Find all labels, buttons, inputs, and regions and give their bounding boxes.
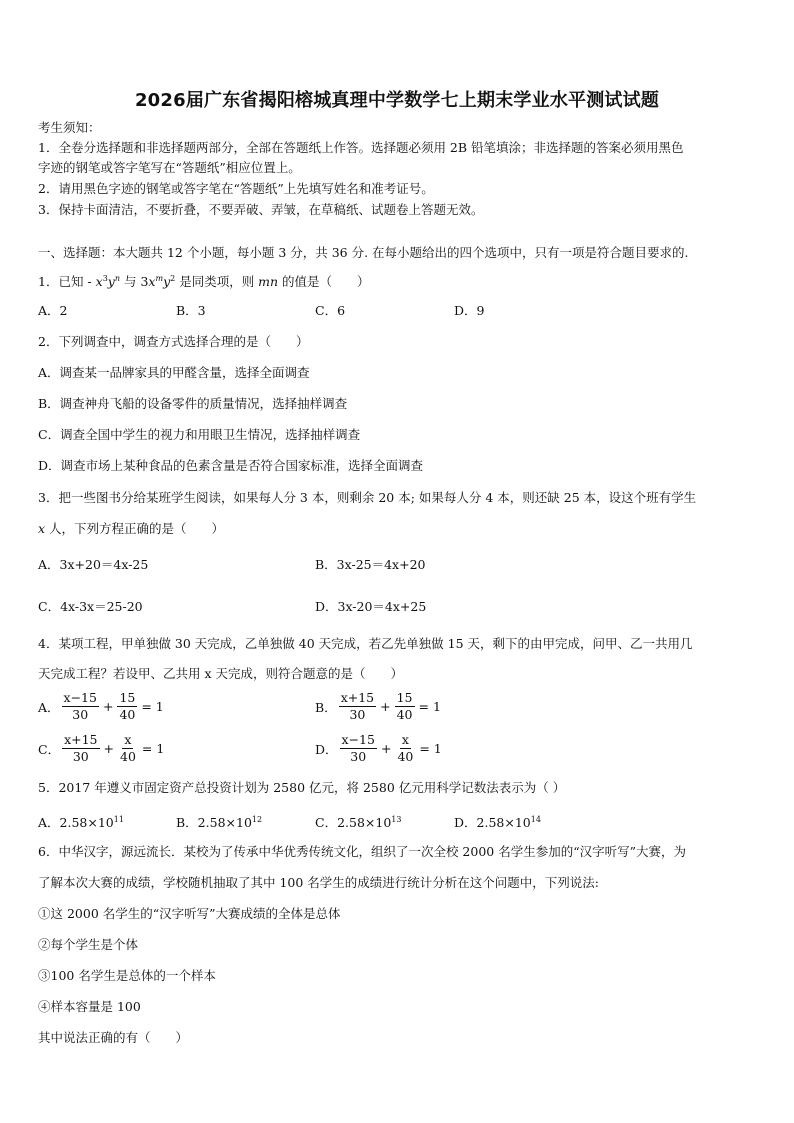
fraction: $\frac{15}{40}$: [396, 690, 413, 722]
notice-item-3: 3．保持卡面清洁，不要折叠，不要弄破、弄皱，在草稿纸、试题卷上答题无效。: [38, 202, 484, 217]
q4-option-a: A． $\frac{x-15}{30}$ + $\frac{15}{40}$ = 1: [38, 690, 164, 722]
fraction: $\frac{x-15}{30}$: [341, 732, 375, 764]
q5-option-b: B．$2.58\times 10^{12}$: [176, 815, 263, 831]
q4-option-d: D． $\frac{x-15}{30}$ + $\frac{x}{40}$ = 1: [315, 732, 442, 764]
q5-option-c: C．$2.58\times 10^{13}$: [315, 815, 402, 831]
q2-option-c: C．调查全国中学生的视力和用眼卫生情况，选择抽样调查: [38, 427, 361, 442]
q2-stem: 2．下列调查中，调查方式选择合理的是（ ）: [38, 334, 309, 349]
q3-stem-b: x 人，下列方程正确的是（ ）: [38, 521, 225, 536]
fraction: $\frac{x+15}{30}$: [64, 732, 98, 764]
section-heading: 一、选择题：本大题共 12 个小题，每小题 3 分，共 36 分. 在每小题给出的四个选项中，只有一项是符合题目要求的.: [38, 245, 689, 260]
q1-option-a: A．2: [38, 303, 68, 318]
q5-option-d: D．$2.58\times 10^{14}$: [454, 815, 541, 831]
q3-option-a: A．3x+20＝4x-25: [38, 557, 149, 572]
q3-stem-a: 3．把一些图书分给某班学生阅读，如果每人分 3 本，则剩余 20 本; 如果每人分 4 本，则还缺 25 本，设这个班有学生: [38, 490, 697, 505]
fraction: $\frac{x}{40}$: [120, 732, 136, 764]
q3-option-d: D．3x-20＝4x+25: [315, 599, 427, 614]
q6-stem-b: 了解本次大赛的成绩，学校随机抽取了其中 100 名学生的成绩进行统计分析在这个问题中，下列说法:: [38, 875, 600, 890]
q3-option-b: B．3x-25＝4x+20: [315, 557, 426, 572]
notice-heading: 考生须知：: [38, 120, 101, 135]
q6-statement-4: ④样本容量是 100: [38, 999, 141, 1014]
q4-option-b: B． $\frac{x+15}{30}$ + $\frac{15}{40}$ = 1: [315, 690, 441, 722]
q1-stem: 1．已知 - $x^3y^n$ 与 $3x^my^2$ 是同类项，则 mn 的值是（ ）: [38, 274, 370, 290]
q6-stem-a: 6．中华汉字，源远流长．某校为了传承中华优秀传统文化，组织了一次全校 2000 名学生参加的“汉字听写”大赛，为: [38, 844, 686, 859]
notice-item-1a: 1．全卷分选择题和非选择题两部分，全部在答题纸上作答。选择题必须用 2B 铅笔填涂；非选择题的答案必须用黑色: [38, 140, 684, 155]
fraction: $\frac{x}{40}$: [397, 732, 414, 764]
notice-item-1b: 字迹的钢笔或答字笔写在“答题纸”相应位置上。: [38, 160, 301, 175]
q2-option-d: D．调查市场上某种食品的色素含量是否符合国家标准，选择全面调查: [38, 458, 424, 473]
q6-statement-1: ①这 2000 名学生的“汉字听写”大赛成绩的全体是总体: [38, 906, 341, 921]
q1-option-d: D．9: [454, 303, 485, 318]
q4-stem-a: 4．某项工程，甲单独做 30 天完成，乙单独做 40 天完成，若乙先单独做 15 天，剩下的由甲完成，问甲、乙一共用几: [38, 636, 693, 651]
q1-option-b: B．3: [176, 303, 206, 318]
q5-stem: 5．2017 年遵义市固定资产总投资计划为 2580 亿元，将 2580 亿元用科学记数法表示为（ ）: [38, 780, 566, 795]
notice-item-2: 2．请用黑色字迹的钢笔或答字笔在“答题纸”上先填写姓名和准考证号。: [38, 181, 434, 196]
q4-option-c: C． $\frac{x+15}{30}$ + $\frac{x}{40}$ = 1: [38, 732, 165, 764]
q1-option-c: C．6: [315, 303, 346, 318]
q4-stem-b: 天完成工程？若设甲、乙共用 x 天完成，则符合题意的是（ ）: [38, 666, 403, 681]
fraction: $\frac{15}{40}$: [119, 690, 136, 722]
q5-option-a: A．$2.58\times 10^{11}$: [38, 815, 124, 831]
q6-statement-3: ③100 名学生是总体的一个样本: [38, 968, 216, 983]
q6-end: 其中说法正确的有（ ）: [38, 1030, 189, 1045]
fraction: $\frac{x+15}{30}$: [340, 690, 375, 722]
exam-title: 2026届广东省揭阳榕城真理中学数学七上期末学业水平测试试题: [134, 90, 660, 111]
q2-option-b: B．调查神舟飞船的设备零件的质量情况，选择抽样调查: [38, 396, 348, 411]
q6-statement-2: ②每个学生是个体: [38, 937, 139, 952]
fraction: $\frac{x-15}{30}$: [63, 690, 97, 722]
q3-option-c: C．4x-3x＝25-20: [38, 599, 143, 614]
q2-option-a: A．调查某一品牌家具的甲醛含量，选择全面调查: [38, 365, 310, 380]
